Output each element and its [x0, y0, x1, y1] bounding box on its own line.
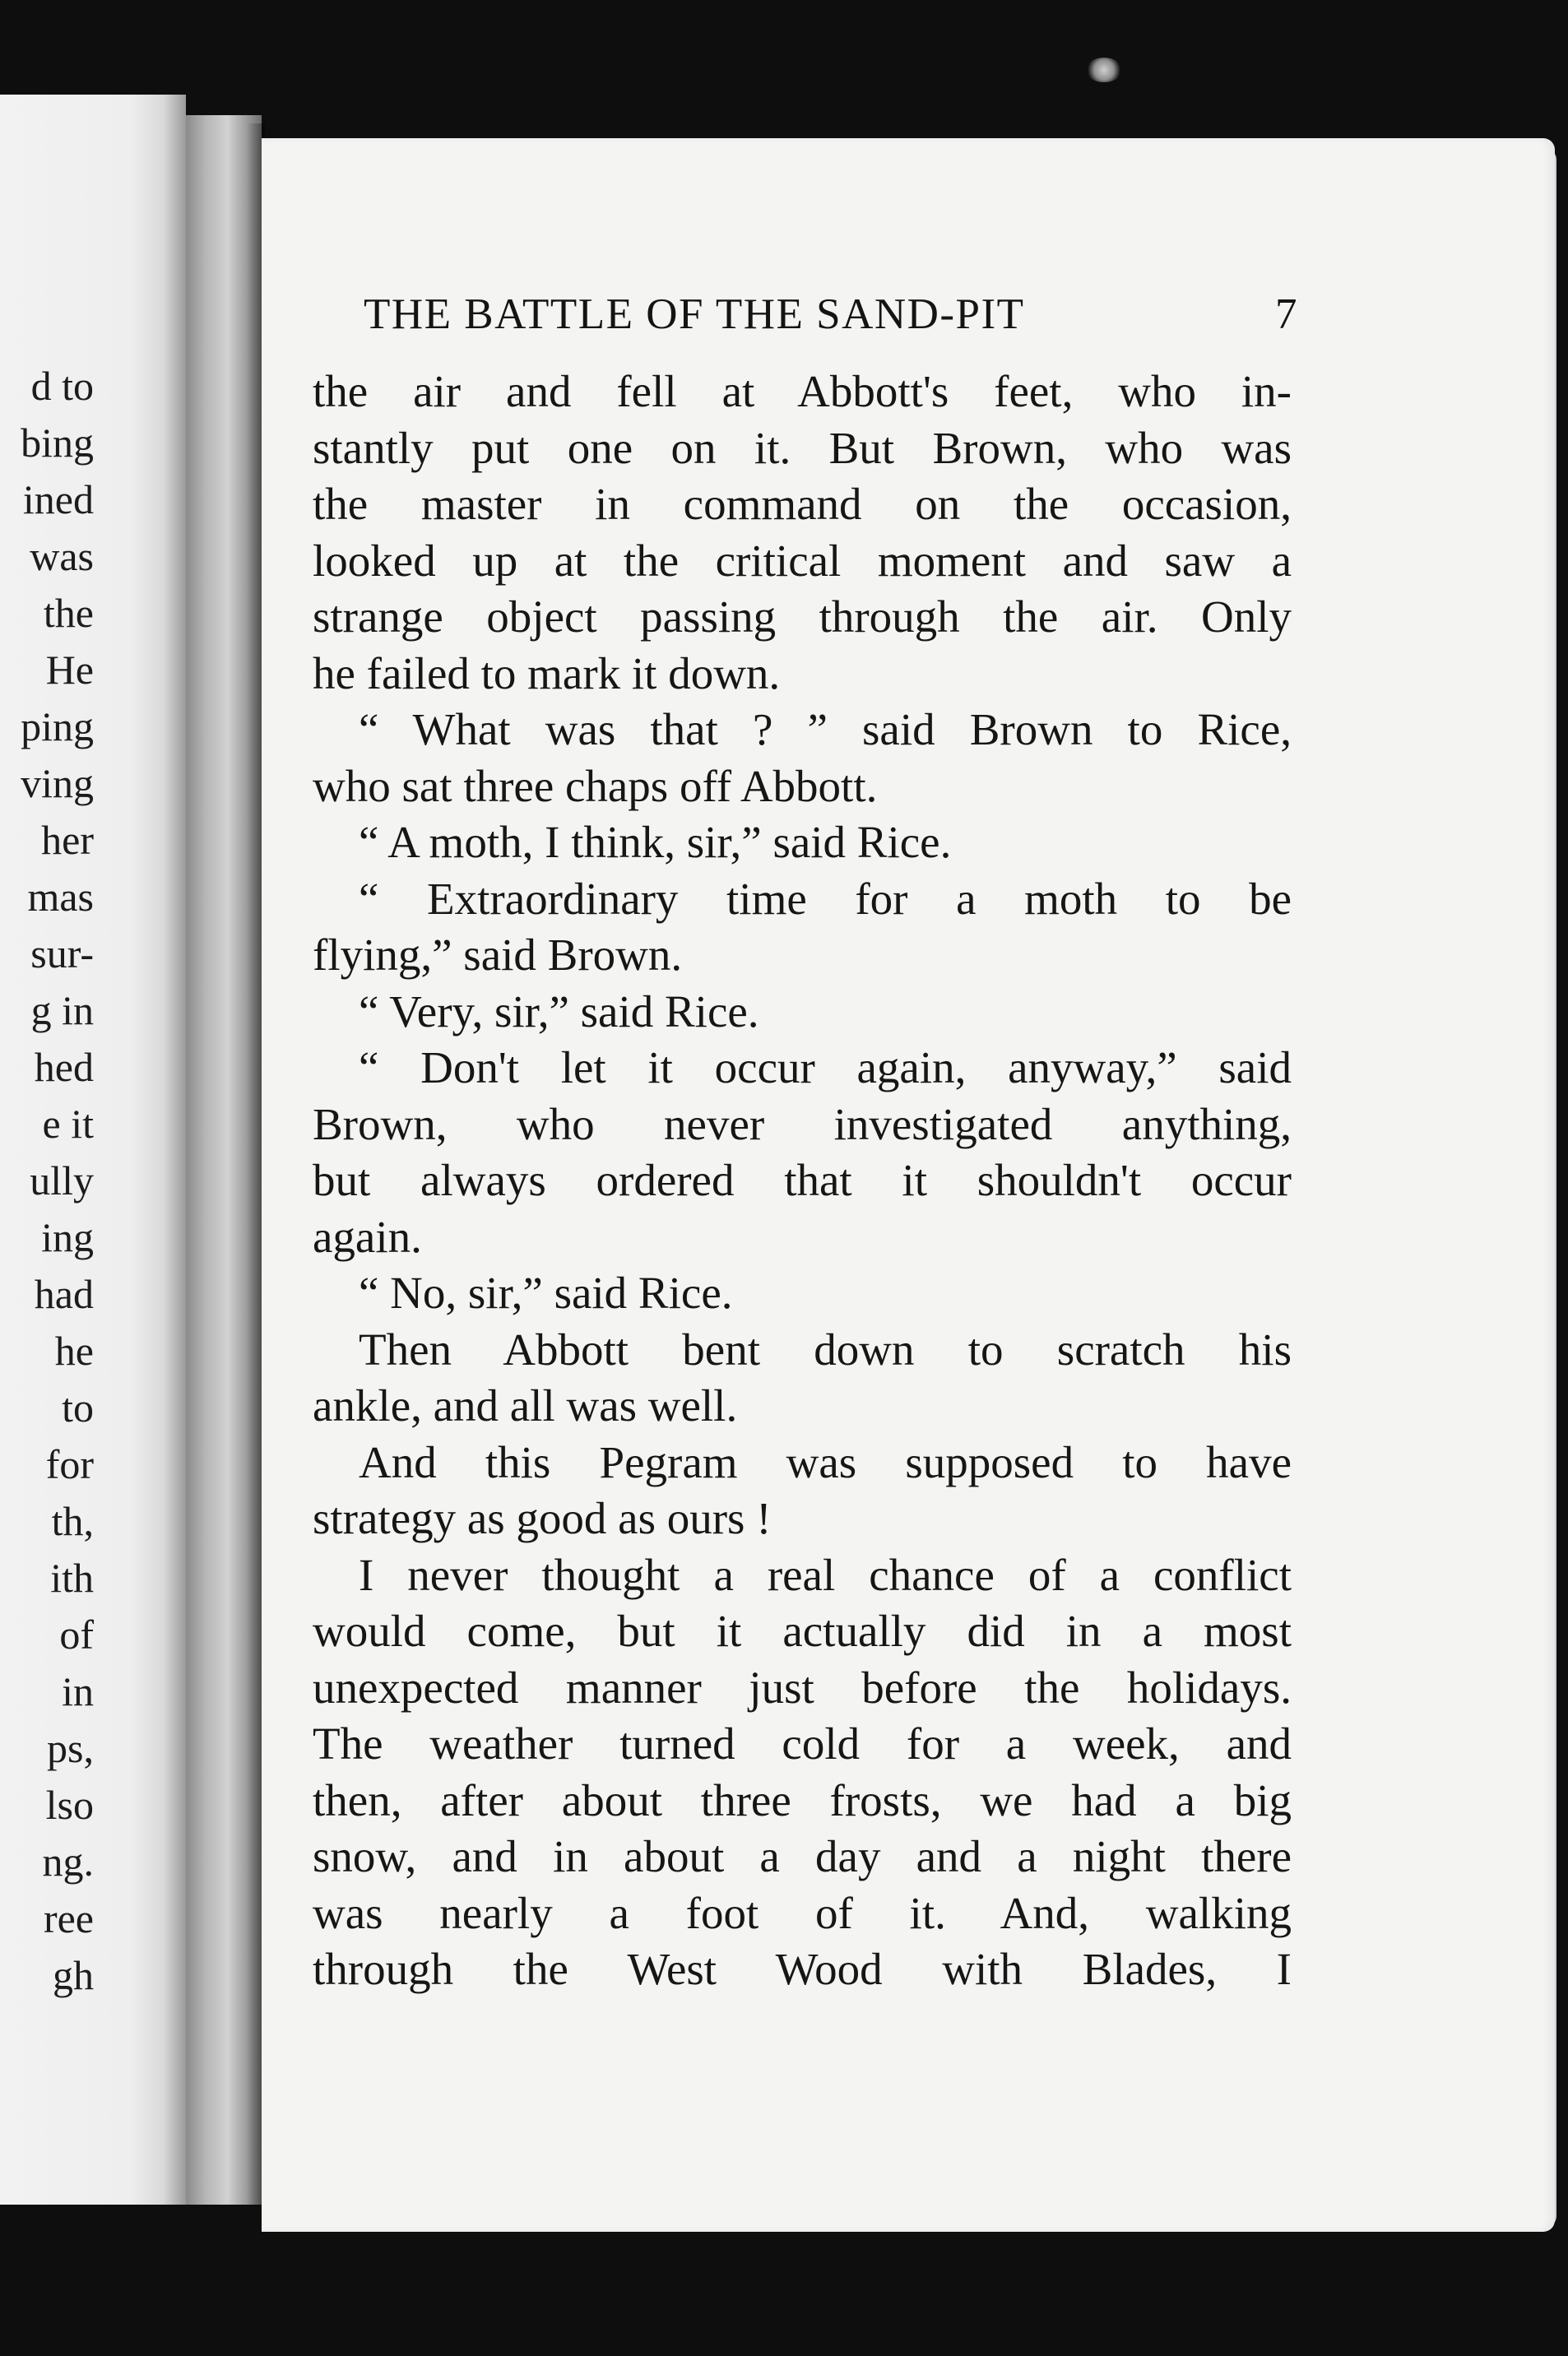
left-page-line: he: [54, 1328, 94, 1374]
text-line: strange object passing through the air. Only: [313, 591, 1292, 642]
left-page-line: bing: [21, 420, 94, 466]
left-page-line: had: [34, 1271, 94, 1317]
text-line: “ Don't let it occur again, anyway,” said: [359, 1042, 1292, 1092]
left-page-line: ps,: [47, 1725, 94, 1771]
running-head: [364, 290, 1298, 347]
text-line: stantly put one on it. But Brown, who was: [313, 422, 1292, 473]
left-page-line: ving: [21, 760, 94, 806]
running-head-title: THE BATTLE OF THE SAND-PIT: [364, 290, 1025, 338]
text-line: but always ordered that it shouldn't occur: [313, 1155, 1292, 1205]
text-line: looked up at the critical moment and saw a: [313, 535, 1292, 586]
left-page-line: to: [62, 1384, 94, 1431]
left-page-line: g in: [30, 987, 94, 1033]
left-page-line: d to: [30, 363, 94, 409]
text-line: the air and fell at Abbott's feet, who in-: [313, 366, 1292, 416]
text-line: then, after about three frosts, we had a big: [313, 1774, 1292, 1825]
text-line: I never thought a real chance of a conflict: [359, 1549, 1292, 1600]
left-page-fragment: [0, 95, 186, 2205]
left-page-line: was: [30, 533, 94, 579]
left-page-line: her: [41, 817, 94, 863]
text-line: Then Abbott bent down to scratch his: [359, 1324, 1292, 1375]
text-line: And this Pegram was supposed to have: [359, 1436, 1292, 1487]
left-page-line: for: [45, 1441, 94, 1487]
left-page-line: in: [62, 1668, 94, 1714]
text-line: “ A moth, I think, sir,” said Rice.: [359, 817, 952, 867]
text-line: again.: [313, 1211, 422, 1262]
left-page-line: mas: [27, 874, 94, 920]
left-page-line: sur-: [30, 930, 94, 976]
text-line: “ What was that ? ” said Brown to Rice,: [359, 704, 1292, 754]
text-line: “ Extraordinary time for a moth to be: [359, 873, 1292, 924]
left-page-line: ng.: [42, 1839, 94, 1885]
text-line: “ No, sir,” said Rice.: [359, 1268, 733, 1318]
body-text: [313, 364, 1292, 1998]
left-page-line: of: [59, 1612, 94, 1658]
left-page-line: ully: [30, 1157, 94, 1204]
left-page-line: gh: [53, 1952, 94, 1998]
left-page-line: e it: [42, 1101, 94, 1147]
text-line: snow, and in about a day and a night there: [313, 1831, 1292, 1881]
text-line: ankle, and all was well.: [313, 1380, 738, 1431]
left-page-line: ree: [43, 1895, 94, 1941]
text-line: flying,” said Brown.: [313, 930, 683, 980]
left-page-text: [21, 358, 94, 2004]
left-page-line: the: [43, 590, 94, 636]
text-line: was nearly a foot of it. And, walking: [313, 1887, 1292, 1938]
text-line: strategy as good as ours !: [313, 1493, 772, 1543]
text-line: he failed to mark it down.: [313, 647, 781, 698]
text-line: would come, but it actually did in a most: [313, 1606, 1292, 1656]
page-number: 7: [1275, 290, 1298, 338]
left-page-line: th,: [51, 1498, 94, 1544]
dust-speck: [1086, 58, 1122, 82]
text-line: through the West Wood with Blades, I: [313, 1944, 1292, 1994]
left-page-line: ith: [50, 1555, 94, 1601]
left-page-line: ping: [21, 703, 94, 749]
left-page-line: ing: [41, 1214, 94, 1260]
left-page-line: He: [45, 647, 94, 693]
text-line: “ Very, sir,” said Rice.: [359, 986, 759, 1037]
text-line: the master in command on the occasion,: [313, 479, 1292, 529]
text-line: The weather turned cold for a week, and: [313, 1718, 1292, 1769]
text-line: Brown, who never investigated anything,: [313, 1098, 1292, 1149]
left-page-line: ined: [22, 476, 94, 522]
text-line: who sat three chaps off Abbott.: [313, 760, 878, 811]
left-page-line: hed: [34, 1044, 94, 1090]
text-line: unexpected manner just before the holidays.: [313, 1662, 1292, 1713]
left-page-line: lso: [45, 1782, 94, 1828]
